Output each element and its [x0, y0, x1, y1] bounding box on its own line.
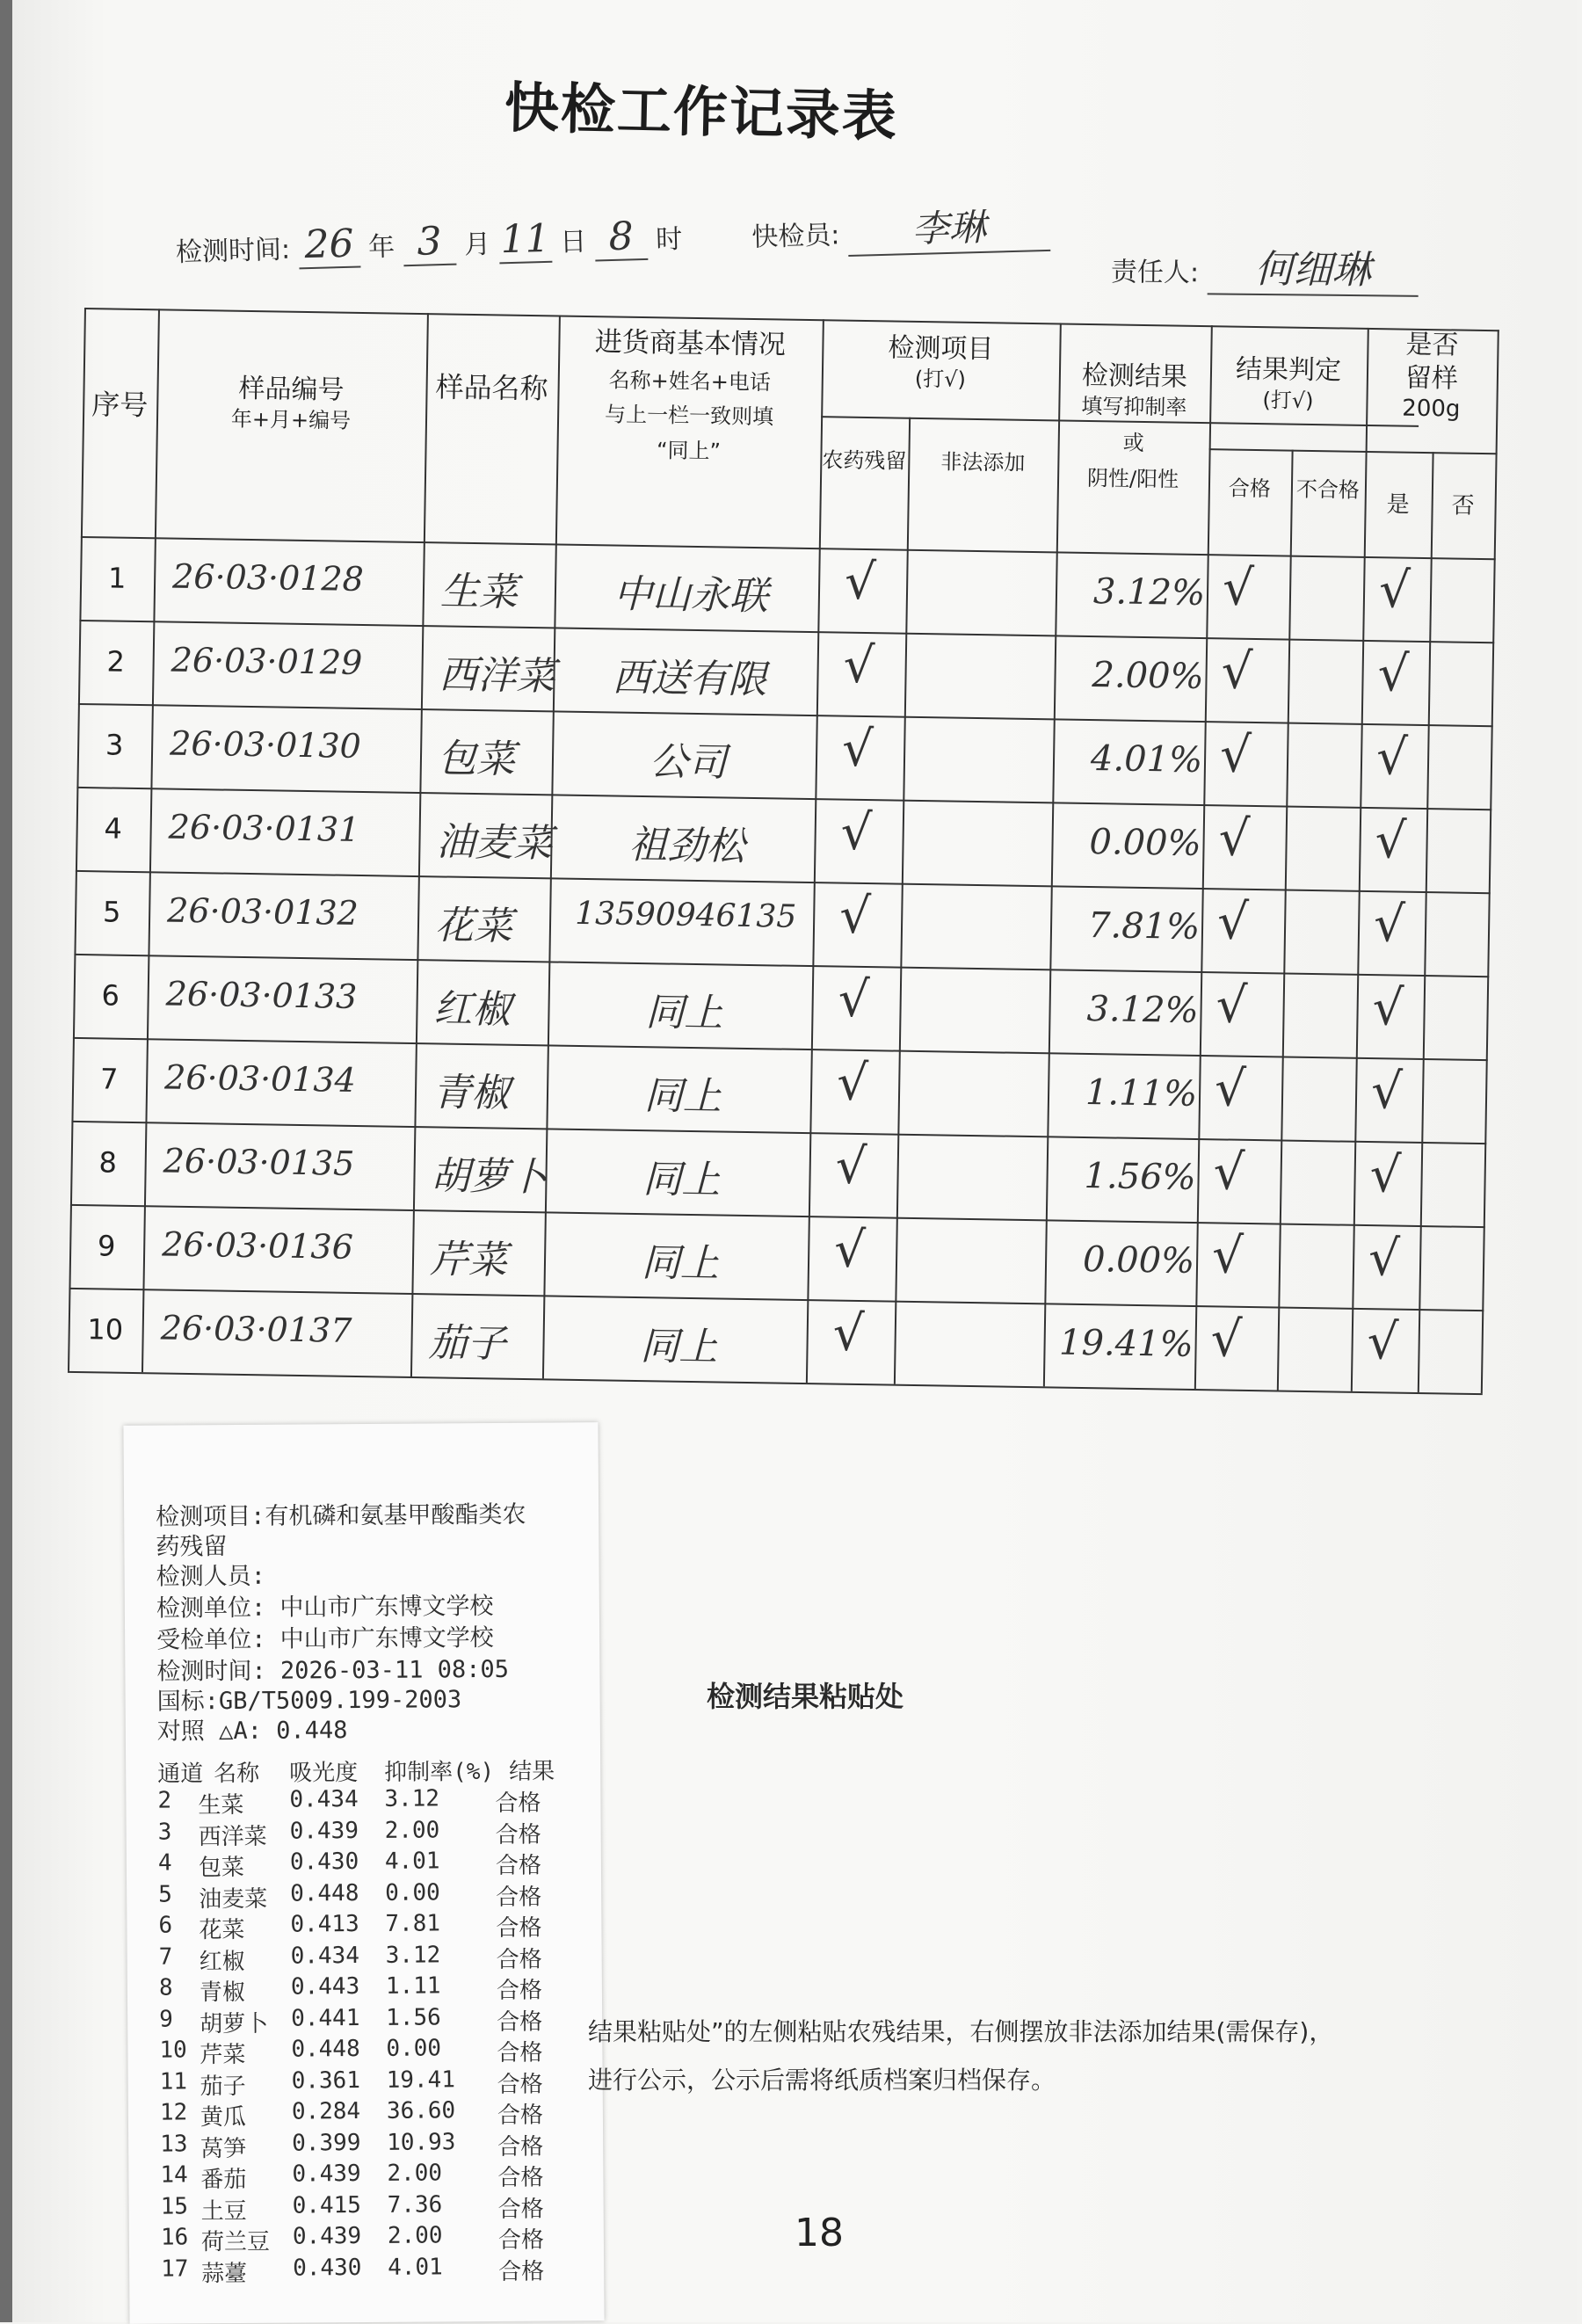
row-supplier: 同上	[642, 1157, 721, 1203]
receipt-abs: 0.448	[291, 2036, 360, 2063]
receipt-name: 莴笋	[200, 2135, 247, 2162]
row-supplier: 13590946135	[574, 895, 797, 935]
col-judge: 结果判定 (打√)	[1235, 353, 1342, 413]
receipt-abs: 0.439	[292, 2161, 361, 2188]
receipt-abs: 0.439	[292, 2223, 362, 2250]
col-pesticide: 农药残留	[822, 447, 907, 474]
receipt-res: 合格	[496, 1977, 543, 2004]
year-unit: 年	[367, 231, 396, 264]
receipt-abs: 0.361	[291, 2066, 361, 2095]
row-seq: 4	[104, 811, 123, 846]
row-pesticide-check: √	[841, 720, 874, 779]
page-edge	[0, 0, 12, 2322]
receipt-rate: 1.56	[386, 2003, 441, 2031]
receipt-name: 花菜	[199, 1916, 245, 1944]
row-pesticide-check: √	[832, 1304, 865, 1363]
row-rate: 2.00%	[1092, 655, 1204, 698]
receipt-rate: 7.36	[387, 2190, 443, 2219]
receipt-item-line1: 检测项目:有机磷和氨基甲酸酯类农	[156, 1500, 526, 1531]
receipt-ch: 10	[159, 2037, 187, 2064]
receipt-ch: 11	[159, 2067, 188, 2095]
receipt-rate: 36.60	[386, 2097, 456, 2124]
row-supplier: 中山永联	[613, 571, 769, 620]
receipt-name: 生菜	[198, 1791, 244, 1819]
receipt-res: 合格	[495, 1790, 541, 1817]
row-sample-name: 芹菜	[429, 1237, 508, 1283]
receipt-control: 对照 △A: 0.448	[156, 1717, 348, 1746]
receipt-ch: 9	[159, 2006, 173, 2033]
month-value: 3	[403, 219, 456, 267]
row-sample-name: 生菜	[439, 569, 519, 615]
receipt-res: 合格	[496, 1914, 542, 1942]
row-rate: 0.00%	[1082, 1238, 1195, 1282]
receipt-ch: 16	[160, 2224, 189, 2251]
row-sample-name: 红椒	[433, 986, 512, 1033]
row-pesticide-check: √	[835, 1137, 867, 1196]
receipt-abs: 0.439	[289, 1817, 359, 1845]
receipt-name: 胡萝卜	[200, 2010, 269, 2037]
paste-area-label: 检测结果粘贴处	[707, 1680, 904, 1713]
row-pass-check: √	[1211, 1227, 1245, 1285]
row-sample-name: 茄子	[428, 1320, 506, 1367]
row-sample-name: 油麦菜	[436, 819, 553, 867]
row-pass-check: √	[1221, 643, 1253, 701]
hour-unit: 时	[655, 223, 683, 256]
row-keep-check: √	[1375, 729, 1409, 787]
row-sample-no: 26·03·0129	[171, 640, 363, 683]
day-value: 11	[498, 216, 552, 265]
receipt-abs: 0.434	[290, 1942, 360, 1970]
receipt-res: 合格	[497, 2196, 544, 2223]
receipt-ch: 13	[160, 2130, 188, 2158]
row-sample-name: 包菜	[437, 736, 516, 782]
receipt-abs: 0.430	[289, 1848, 359, 1876]
hour-value: 8	[594, 214, 648, 262]
page-number: 18	[795, 2211, 844, 2255]
row-pass-check: √	[1210, 1311, 1243, 1369]
row-pass-check: √	[1218, 810, 1251, 868]
row-pesticide-check: √	[838, 887, 872, 946]
row-pass-check: √	[1214, 1060, 1247, 1118]
receipt-res: 合格	[497, 2133, 544, 2161]
col-keep: 是否留样 200g	[1402, 329, 1461, 423]
row-rate: 7.81%	[1087, 905, 1201, 948]
receipt-abs: 0.430	[293, 2254, 362, 2282]
row-pesticide-check: √	[843, 636, 875, 695]
row-pesticide-check: √	[838, 970, 870, 1029]
receipt-name: 土豆	[200, 2197, 247, 2225]
row-sample-no: 26·03·0136	[161, 1224, 354, 1267]
test-receipt: 检测项目:有机磷和氨基甲酸酯类农 药残留 检测人员: 检测单位: 中山市广东博文学校 受检单位: 中山市广东博文学校 检测时间: 2026-03-11 08:05 国标:GB/T5009.199-2003 对照 △A: 0.448 通道 名称 吸光度 抑制率(%) 结果 2 生菜 0.434 3.12 合格 3 西洋菜 0.439 2.00 合格 4 包菜 0.430 4.01 合格 5 油麦菜 0.448 0.00 合格 6 花菜 0.413 7.81 合格 7 红椒 0.434 3.12 合格 8 青椒 0.443 1.11 合格 9 胡萝卜 0.441 1.56 合格 10 芹菜 0.448 0.00 合格 11 茄子 0.361 19.41 合格 12 黄瓜 0.284 36.60 合格 13 莴笋 0.399 10.93 合格 14 番茄 0.439 2.00 合格 15 土豆 0.415 7.36 合格 16 荷兰豆 0.439 2.00 合格 17 蒜薹 0.430 4.01 合格	[123, 1422, 604, 2324]
row-keep-check: √	[1377, 645, 1410, 703]
row-seq: 5	[102, 895, 121, 929]
time-label: 检测时间:	[175, 234, 291, 268]
record-sheet	[12, 0, 1577, 2322]
receipt-rate: 2.00	[384, 1816, 440, 1844]
row-rate: 1.56%	[1084, 1155, 1196, 1198]
receipt-res: 合格	[497, 2226, 545, 2254]
row-sample-no: 26·03·0131	[168, 807, 360, 849]
row-supplier: 同上	[643, 1073, 722, 1120]
receipt-rate: 19.41	[386, 2066, 456, 2094]
receipt-name: 茄子	[200, 2073, 246, 2100]
header-line	[175, 197, 1051, 274]
responsible-line	[1111, 236, 1419, 297]
row-pass-check: √	[1216, 977, 1248, 1035]
row-seq: 10	[87, 1312, 124, 1347]
row-rate: 19.41%	[1058, 1322, 1194, 1365]
row-sample-name: 西洋菜	[439, 652, 555, 700]
receipt-name: 芹菜	[200, 2041, 246, 2069]
col-no: 否	[1451, 492, 1475, 519]
row-supplier: 同上	[641, 1240, 720, 1287]
row-supplier: 公司	[649, 739, 728, 786]
receipt-ch: 6	[158, 1912, 173, 1939]
record-table	[68, 308, 1499, 1415]
row-seq: 9	[97, 1229, 116, 1263]
receipt-name: 黄瓜	[200, 2103, 247, 2132]
row-sample-no: 26·03·0132	[166, 890, 359, 933]
row-sample-no: 26·03·0137	[160, 1308, 352, 1350]
col-illegal: 非法添加	[940, 449, 1026, 476]
col-result: 检测结果 填写抑制率 或 阴性/阳性	[1081, 359, 1188, 492]
row-supplier: 西送有限	[612, 655, 767, 703]
receipt-ch: 8	[158, 1974, 173, 2001]
receipt-rate: 10.93	[387, 2128, 456, 2156]
receipt-res: 合格	[497, 2071, 543, 2098]
row-rate: 4.01%	[1090, 738, 1203, 781]
col-pass: 合格	[1228, 476, 1272, 502]
receipt-tester: 检测人员:	[156, 1562, 266, 1591]
receipt-rate: 3.12	[385, 1941, 441, 1969]
receipt-res: 合格	[495, 1821, 541, 1848]
day-unit: 日	[559, 226, 587, 258]
receipt-item-line2: 药残留	[156, 1533, 228, 1561]
row-rate: 3.12%	[1092, 571, 1206, 614]
row-sample-no: 26·03·0128	[171, 556, 365, 599]
receipt-name: 包菜	[198, 1854, 245, 1882]
row-seq: 2	[106, 644, 126, 679]
receipt-abs: 0.441	[291, 2004, 360, 2032]
receipt-res: 合格	[497, 2102, 544, 2129]
row-pesticide-check: √	[833, 1221, 867, 1280]
col-yes: 是	[1386, 491, 1410, 519]
receipt-res: 合格	[495, 1852, 542, 1879]
receipt-abs: 0.415	[292, 2191, 362, 2219]
receipt-ch: 15	[160, 2192, 189, 2220]
responsible-label: 责任人:	[1110, 257, 1200, 289]
receipt-abs: 0.448	[290, 1879, 359, 1907]
col-sample-name: 样品名称	[435, 370, 548, 406]
row-pass-check: √	[1222, 559, 1255, 617]
row-seq: 7	[99, 1062, 119, 1096]
row-seq: 8	[98, 1145, 118, 1180]
receipt-ch: 5	[158, 1881, 172, 1908]
responsible-value: 何细琳	[1207, 236, 1419, 297]
row-keep-check: √	[1375, 812, 1407, 870]
row-pesticide-check: √	[840, 803, 873, 862]
row-seq: 6	[101, 978, 120, 1013]
row-rate: 3.12%	[1086, 989, 1199, 1032]
row-sample-name: 花菜	[434, 903, 513, 949]
row-sample-no: 26·03·0134	[163, 1057, 357, 1100]
row-sample-name: 胡萝卜	[431, 1153, 548, 1201]
row-pesticide-check: √	[844, 553, 877, 612]
inspector-value: 李琳	[847, 197, 1051, 257]
row-keep-check: √	[1367, 1313, 1399, 1371]
receipt-rate: 2.00	[387, 2222, 443, 2249]
row-pass-check: √	[1213, 1144, 1245, 1202]
row-keep-check: √	[1368, 1230, 1401, 1288]
receipt-abs: 0.413	[290, 1911, 359, 1938]
receipt-abs: 0.284	[291, 2098, 361, 2125]
receipt-rate: 4.01	[384, 1848, 440, 1875]
row-supplier: 同上	[645, 990, 723, 1036]
row-rate: 0.00%	[1089, 822, 1201, 865]
receipt-abs: 0.443	[290, 1973, 360, 2001]
receipt-time: 检测时间: 2026-03-11 08:05	[156, 1655, 510, 1686]
col-supplier: 进货商基本情况 名称+姓名+电话 与上一栏一致则填 “同上”	[594, 326, 787, 464]
row-supplier: 同上	[640, 1324, 718, 1370]
receipt-ch: 4	[157, 1849, 172, 1877]
row-supplier: 祖劲松	[628, 822, 745, 869]
row-seq: 1	[107, 561, 127, 595]
receipt-res: 合格	[496, 1946, 542, 1973]
row-keep-check: √	[1369, 1146, 1402, 1204]
receipt-res: 合格	[497, 2008, 543, 2036]
receipt-standard: 国标:GB/T5009.199-2003	[156, 1686, 462, 1716]
month-unit: 月	[463, 229, 491, 261]
receipt-name: 荷兰豆	[200, 2228, 271, 2256]
row-rate: 1.11%	[1085, 1072, 1198, 1115]
receipt-res: 合格	[497, 2039, 543, 2066]
row-pass-check: √	[1219, 726, 1252, 784]
row-sample-no: 26·03·0133	[165, 974, 358, 1016]
receipt-abs: 0.434	[289, 1786, 359, 1813]
note-line-2: 进行公示，公示后需将纸质档案归档保存。	[588, 2066, 1056, 2095]
col-fail: 不合格	[1295, 476, 1361, 503]
page-title: 快检工作记录表	[504, 75, 899, 149]
row-keep-check: √	[1370, 1063, 1404, 1121]
receipt-rate: 4.01	[388, 2253, 443, 2281]
receipt-ch: 14	[160, 2161, 188, 2189]
col-seq: 序号	[91, 388, 149, 423]
receipt-name: 红椒	[199, 1948, 245, 1975]
receipt-name: 青椒	[199, 1979, 246, 2007]
receipt-rate: 7.81	[385, 1910, 441, 1937]
row-pesticide-check: √	[836, 1054, 869, 1113]
inspector-label: 快检员:	[751, 220, 840, 253]
receipt-res: 合格	[498, 2258, 545, 2285]
receipt-ch: 12	[159, 2099, 188, 2126]
row-sample-no: 26·03·0130	[169, 723, 362, 766]
note-line-1: 结果粘贴处”的左侧粘贴农残结果，右侧摆放非法添加结果(需保存)，	[588, 2017, 1334, 2046]
year-value: 26	[298, 222, 360, 270]
col-sample-no: 样品编号 年+月+编号	[230, 373, 352, 433]
row-keep-check: √	[1372, 979, 1404, 1037]
col-items: 检测项目 (打√)	[888, 332, 994, 392]
receipt-ch: 2	[157, 1787, 172, 1814]
receipt-rate: 1.11	[385, 1972, 441, 2000]
row-seq: 3	[105, 728, 124, 762]
receipt-rate: 0.00	[385, 1878, 440, 1906]
receipt-res: 合格	[496, 1884, 542, 1911]
receipt-name: 蒜薹	[201, 2260, 248, 2287]
receipt-name: 油麦菜	[199, 1885, 268, 1913]
receipt-rate: 2.00	[387, 2160, 443, 2187]
receipt-ch: 17	[161, 2255, 189, 2283]
receipt-ch: 7	[158, 1943, 173, 1971]
row-keep-check: √	[1378, 562, 1411, 620]
receipt-name: 西洋菜	[198, 1823, 267, 1850]
receipt-res: 合格	[497, 2164, 544, 2191]
receipt-rate: 3.12	[384, 1785, 440, 1812]
row-pass-check: √	[1216, 893, 1250, 951]
receipt-rate: 0.00	[386, 2035, 442, 2062]
receipt-unit: 检测单位: 中山市广东博文学校	[156, 1592, 494, 1623]
receipt-client: 受检单位: 中山市广东博文学校	[156, 1623, 494, 1654]
row-sample-name: 青椒	[432, 1070, 511, 1116]
receipt-abs: 0.399	[292, 2129, 361, 2157]
receipt-ch: 3	[157, 1819, 172, 1846]
receipt-name: 番茄	[200, 2166, 247, 2194]
row-sample-no: 26·03·0135	[163, 1141, 355, 1183]
row-keep-check: √	[1373, 896, 1406, 954]
